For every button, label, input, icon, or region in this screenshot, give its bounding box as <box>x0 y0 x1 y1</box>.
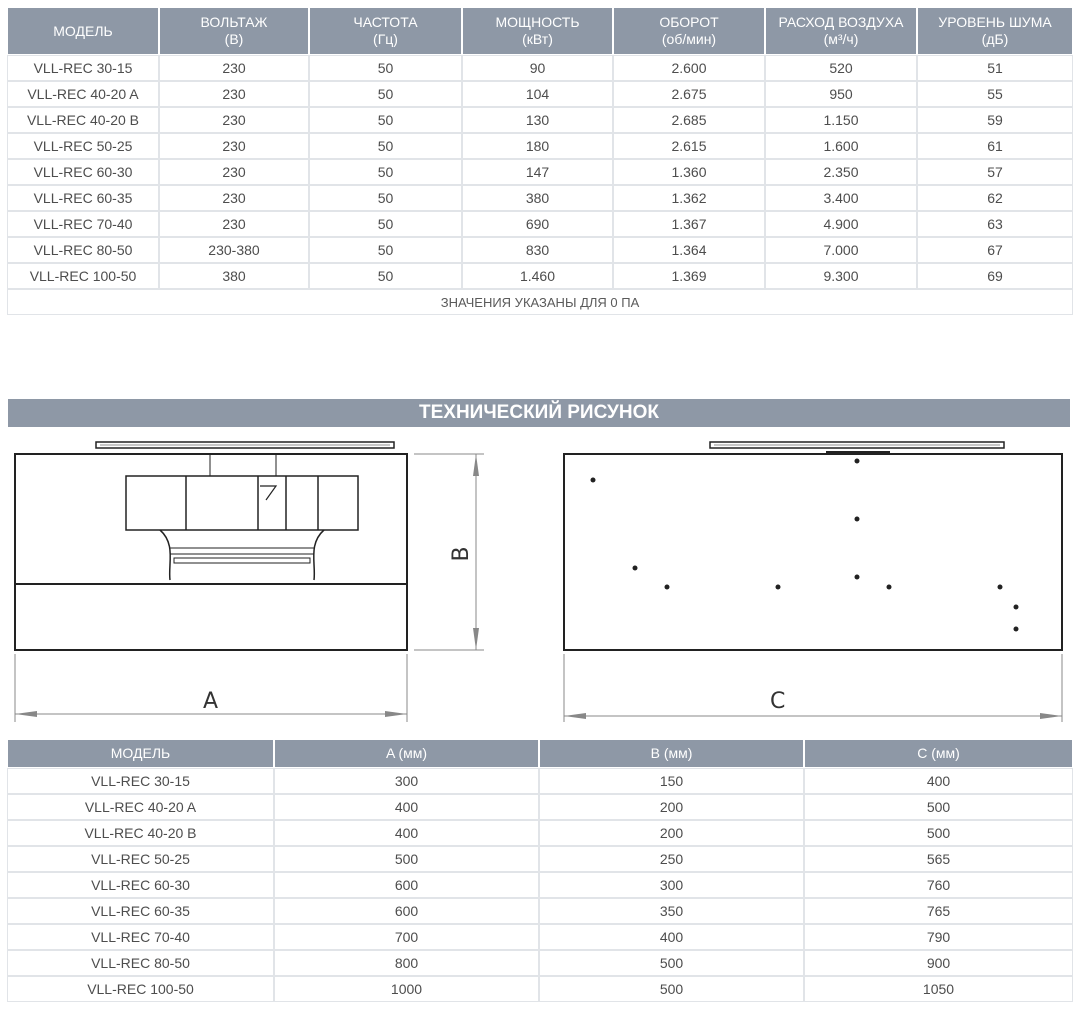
value-cell: 760 <box>805 873 1072 897</box>
value-cell: 500 <box>275 847 538 871</box>
model-cell: VLL-REC 60-35 <box>8 186 158 210</box>
value-cell: 7.000 <box>766 238 916 262</box>
value-cell: 350 <box>540 899 803 923</box>
value-cell: 1.367 <box>614 212 764 236</box>
value-cell: 300 <box>540 873 803 897</box>
value-cell: 230 <box>160 108 308 132</box>
model-cell: VLL-REC 40-20 B <box>8 821 273 845</box>
value-cell: 1050 <box>805 977 1072 1001</box>
value-cell: 9.300 <box>766 264 916 288</box>
value-cell: 57 <box>918 160 1072 184</box>
dimension-label-c: C <box>770 689 786 714</box>
spec-header-row <box>8 8 1072 54</box>
spec-note: ЗНАЧЕНИЯ УКАЗАНЫ ДЛЯ 0 ПА <box>8 290 1072 314</box>
model-cell: VLL-REC 60-30 <box>8 160 158 184</box>
header-model: МОДЕЛЬ <box>8 8 158 54</box>
value-cell: 380 <box>463 186 612 210</box>
value-cell: 500 <box>540 977 803 1001</box>
fan-impeller <box>126 476 358 530</box>
value-cell: 200 <box>540 821 803 845</box>
model-cell: VLL-REC 100-50 <box>8 264 158 288</box>
dim-header-b: B (мм) <box>540 740 803 767</box>
value-cell: 104 <box>463 82 612 106</box>
value-cell: 50 <box>310 134 461 158</box>
value-cell: 900 <box>805 951 1072 975</box>
value-cell: 63 <box>918 212 1072 236</box>
value-cell: 400 <box>805 769 1072 793</box>
value-cell: 50 <box>310 56 461 80</box>
model-cell: VLL-REC 70-40 <box>8 212 158 236</box>
model-cell: VLL-REC 40-20 B <box>8 108 158 132</box>
model-cell: VLL-REC 60-30 <box>8 873 273 897</box>
value-cell: 500 <box>805 795 1072 819</box>
model-cell: VLL-REC 70-40 <box>8 925 273 949</box>
value-cell: 3.400 <box>766 186 916 210</box>
spec-row <box>8 134 1072 158</box>
value-cell: 1000 <box>275 977 538 1001</box>
header-frequency: ЧАСТОТА (Гц) <box>310 8 461 54</box>
dim-row <box>8 977 1072 1001</box>
model-cell: VLL-REC 40-20 A <box>8 82 158 106</box>
value-cell: 600 <box>275 899 538 923</box>
value-cell: 1.360 <box>614 160 764 184</box>
model-cell: VLL-REC 60-35 <box>8 899 273 923</box>
value-cell: 90 <box>463 56 612 80</box>
value-cell: 50 <box>310 238 461 262</box>
value-cell: 69 <box>918 264 1072 288</box>
header-rpm: ОБОРОТ (об/мин) <box>614 8 764 54</box>
header-voltage: ВОЛЬТАЖ (В) <box>160 8 308 54</box>
value-cell: 950 <box>766 82 916 106</box>
value-cell: 690 <box>463 212 612 236</box>
spec-row <box>8 264 1072 288</box>
value-cell: 230-380 <box>160 238 308 262</box>
value-cell: 830 <box>463 238 612 262</box>
housing-side-view <box>15 454 407 650</box>
value-cell: 400 <box>275 795 538 819</box>
dim-row <box>8 821 1072 845</box>
model-cell: VLL-REC 80-50 <box>8 951 273 975</box>
value-cell: 50 <box>310 108 461 132</box>
dimensions-table <box>6 738 1074 1003</box>
value-cell: 230 <box>160 160 308 184</box>
model-cell: VLL-REC 40-20 A <box>8 795 273 819</box>
value-cell: 67 <box>918 238 1072 262</box>
spec-row <box>8 108 1072 132</box>
spec-row <box>8 56 1072 80</box>
dim-row <box>8 795 1072 819</box>
value-cell: 700 <box>275 925 538 949</box>
mounting-points <box>591 459 1019 632</box>
dim-row <box>8 847 1072 871</box>
value-cell: 1.460 <box>463 264 612 288</box>
value-cell: 300 <box>275 769 538 793</box>
value-cell: 50 <box>310 212 461 236</box>
value-cell: 765 <box>805 899 1072 923</box>
technical-drawing <box>0 432 1084 732</box>
value-cell: 50 <box>310 160 461 184</box>
value-cell: 180 <box>463 134 612 158</box>
value-cell: 50 <box>310 264 461 288</box>
value-cell: 790 <box>805 925 1072 949</box>
model-cell: VLL-REC 50-25 <box>8 134 158 158</box>
value-cell: 62 <box>918 186 1072 210</box>
value-cell: 150 <box>540 769 803 793</box>
value-cell: 50 <box>310 82 461 106</box>
value-cell: 50 <box>310 186 461 210</box>
value-cell: 230 <box>160 56 308 80</box>
value-cell: 1.364 <box>614 238 764 262</box>
value-cell: 565 <box>805 847 1072 871</box>
spec-table <box>6 6 1074 316</box>
value-cell: 400 <box>275 821 538 845</box>
spec-row <box>8 82 1072 106</box>
value-cell: 500 <box>540 951 803 975</box>
dim-header-row <box>8 740 1072 767</box>
dimensions-table-body <box>8 769 1072 1001</box>
value-cell: 230 <box>160 186 308 210</box>
model-cell: VLL-REC 80-50 <box>8 238 158 262</box>
value-cell: 1.150 <box>766 108 916 132</box>
value-cell: 2.685 <box>614 108 764 132</box>
value-cell: 147 <box>463 160 612 184</box>
value-cell: 2.350 <box>766 160 916 184</box>
dimension-label-b: B <box>449 546 474 562</box>
dim-header-model: МОДЕЛЬ <box>8 740 273 767</box>
value-cell: 55 <box>918 82 1072 106</box>
value-cell: 130 <box>463 108 612 132</box>
value-cell: 600 <box>275 873 538 897</box>
value-cell: 230 <box>160 212 308 236</box>
value-cell: 1.362 <box>614 186 764 210</box>
spec-row <box>8 186 1072 210</box>
value-cell: 4.900 <box>766 212 916 236</box>
dim-header-a: A (мм) <box>275 740 538 767</box>
value-cell: 51 <box>918 56 1072 80</box>
header-power: МОЩНОСТЬ (кВт) <box>463 8 612 54</box>
value-cell: 200 <box>540 795 803 819</box>
value-cell: 59 <box>918 108 1072 132</box>
model-cell: VLL-REC 50-25 <box>8 847 273 871</box>
dim-row <box>8 873 1072 897</box>
dim-row <box>8 925 1072 949</box>
value-cell: 1.600 <box>766 134 916 158</box>
value-cell: 400 <box>540 925 803 949</box>
value-cell: 500 <box>805 821 1072 845</box>
header-airflow: РАСХОД ВОЗДУХА (м³/ч) <box>766 8 916 54</box>
spec-row <box>8 212 1072 236</box>
value-cell: 250 <box>540 847 803 871</box>
value-cell: 520 <box>766 56 916 80</box>
dim-row <box>8 951 1072 975</box>
value-cell: 61 <box>918 134 1072 158</box>
model-cell: VLL-REC 30-15 <box>8 56 158 80</box>
dimension-label-a: A <box>203 689 219 714</box>
value-cell: 800 <box>275 951 538 975</box>
value-cell: 230 <box>160 134 308 158</box>
housing-top-view <box>564 454 1062 650</box>
value-cell: 380 <box>160 264 308 288</box>
value-cell: 2.615 <box>614 134 764 158</box>
spec-row <box>8 238 1072 262</box>
spec-note-row <box>8 290 1072 314</box>
drawing-title: ТЕХНИЧЕСКИЙ РИСУНОК <box>8 399 1070 427</box>
model-cell: VLL-REC 30-15 <box>8 769 273 793</box>
spec-row <box>8 160 1072 184</box>
spec-table-body <box>8 56 1072 288</box>
dim-row <box>8 769 1072 793</box>
header-noise: УРОВЕНЬ ШУМА (дБ) <box>918 8 1072 54</box>
value-cell: 2.600 <box>614 56 764 80</box>
model-cell: VLL-REC 100-50 <box>8 977 273 1001</box>
dim-row <box>8 899 1072 923</box>
value-cell: 1.369 <box>614 264 764 288</box>
dim-header-c: C (мм) <box>805 740 1072 767</box>
value-cell: 230 <box>160 82 308 106</box>
value-cell: 2.675 <box>614 82 764 106</box>
